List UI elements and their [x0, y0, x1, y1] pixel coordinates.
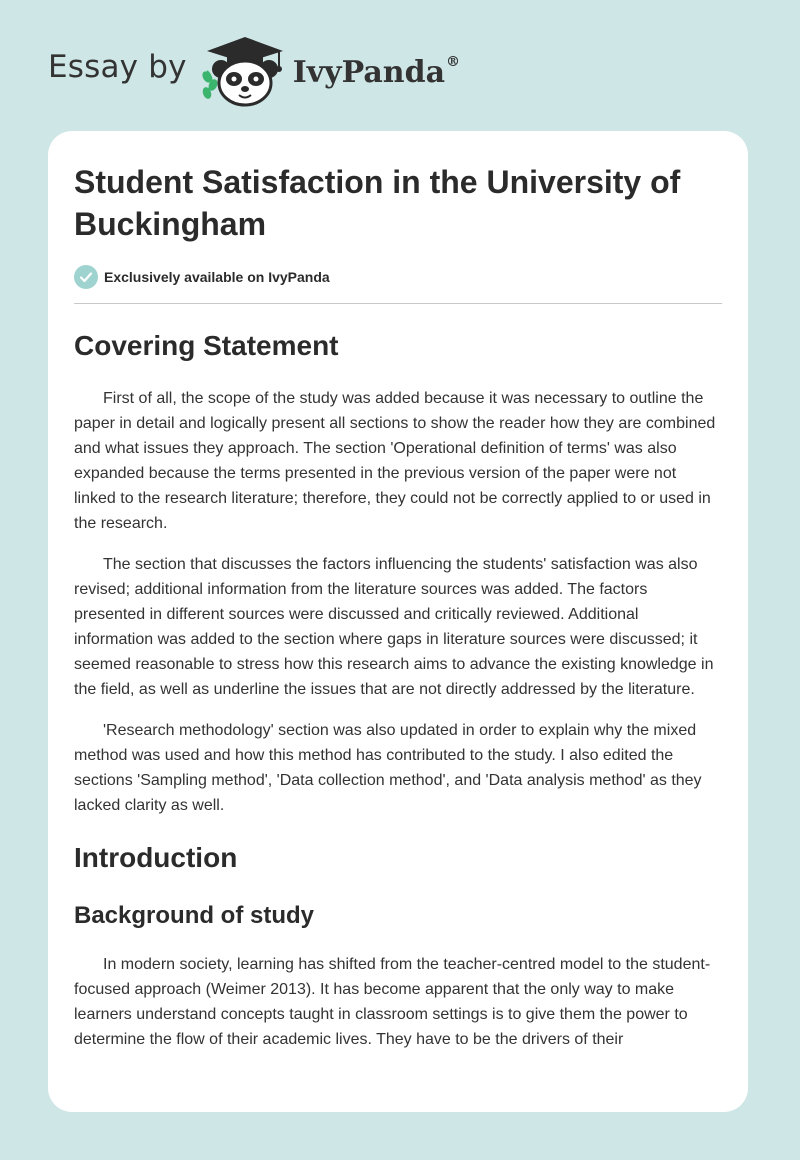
- essay-by-label: Essay by: [48, 49, 187, 85]
- essay-card: [48, 131, 748, 1112]
- subsection-heading-background: Background of study: [74, 902, 315, 929]
- title-divider: [74, 303, 722, 304]
- paragraph: 'Research methodology' section was also updated in order to explain why the mixed method was used and how this method has contributed to the study. I also edited the sections 'Sampling method', 'Data collection method', and 'Data analysis method' as they lacked clarity as well.: [74, 722, 702, 814]
- checkmark-icon: [74, 265, 98, 289]
- registered-mark: ®: [446, 54, 461, 70]
- paragraph: First of all, the scope of the study was added because it was necessary to outline the paper in detail and logically present all sections to show the reader how they are combined and what issues they approach. The section 'Operational definition of terms' was also expanded because the terms presented in the previous version of the paper were not linked to the research literature; therefore, they could not be correctly applied to or used in the research.: [74, 390, 716, 532]
- section-heading-covering-statement: Covering Statement: [74, 330, 339, 361]
- paragraph: The section that discusses the factors influencing the students' satisfaction was also revised; additional information from the literature sources was added. The factors presented in different sources were discussed and critically reviewed. Additional information was added to the section where gaps in literature sources were discussed; it seemed reasonable to stress how this research aims to advance the existing knowledge in the field, as well as underline the issues that are not directly addressed by the literature.: [74, 556, 714, 698]
- section-heading-introduction: Introduction: [74, 842, 238, 873]
- exclusive-label: Exclusively available on IvyPanda: [104, 269, 330, 285]
- exclusive-badge: [74, 265, 722, 289]
- page-title: Student Satisfaction in the University of Buckingham: [74, 164, 681, 242]
- site-header: [48, 30, 460, 110]
- ivypanda-brand-name[interactable]: IvyPanda®: [292, 54, 461, 90]
- paragraph: In modern society, learning has shifted from the teacher-centred model to the student-focused approach (Weimer 2013). It has become apparent that the only way to make learners understand concepts taught in classroom settings is to give them the power to determine the flow of their academic lives. They have to be the drivers of their: [74, 956, 711, 1048]
- ivypanda-panda-logo-icon[interactable]: [201, 31, 289, 107]
